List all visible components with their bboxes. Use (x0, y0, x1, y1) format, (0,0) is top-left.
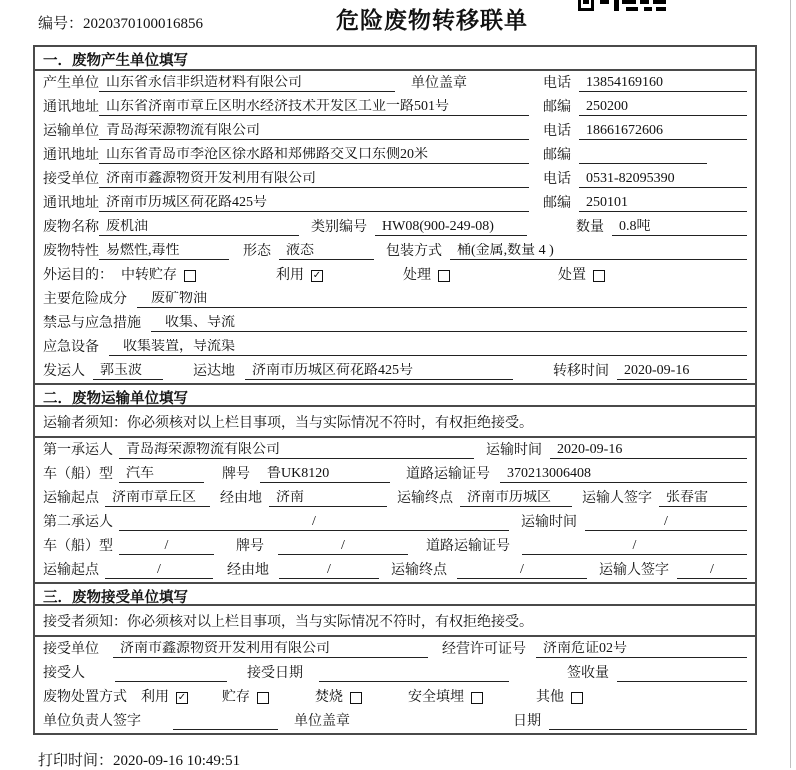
receive-phone-label: 电话 (543, 172, 571, 187)
print-time-label: 打印时间： (38, 753, 114, 769)
section1-header: 一．废物产生单位填写 (35, 47, 755, 71)
row-first-carrier (35, 438, 755, 462)
route1-end-label: 运输终点 (397, 491, 453, 506)
plate2-value: / (278, 538, 408, 555)
disposal-method-label: 废物处置方式 (43, 690, 127, 705)
row-waste-character (35, 239, 755, 263)
second-carrier-label: 第二承运人 (43, 515, 113, 530)
checkbox-disposal-incinerate (350, 692, 362, 704)
serial-label: 编号： (38, 16, 84, 32)
produce-address-value: 山东省济南市章丘区明水经济技术开发区工业一路501号 (99, 99, 529, 116)
hazard-component-value: 废矿物油 (137, 291, 747, 308)
waste-category-value: HW08(900-249-08) (375, 219, 527, 236)
row-produce-unit (35, 71, 755, 95)
vehicle-type1-label: 车（船）型 (43, 467, 113, 482)
purpose-option-utilize (276, 268, 323, 284)
transport-unit-label: 运输单位 (43, 124, 99, 139)
packing-value: 桶(金属,数量 4 ) (450, 243, 747, 260)
date-value (549, 713, 747, 730)
route1-sign-label: 运输人签字 (582, 491, 652, 506)
waste-form-label: 形态 (243, 244, 271, 259)
receive-unit-value: 济南市鑫源物资开发利用有限公司 (99, 171, 529, 188)
disposal-option-landfill (408, 690, 483, 706)
produce-postcode-label: 邮编 (543, 100, 571, 115)
checkmark: ✓ (312, 270, 322, 281)
checkbox-treat (438, 270, 450, 282)
destination-label: 运达地 (193, 364, 235, 379)
transport-time2-label: 运输时间 (521, 515, 577, 530)
row-receiver (35, 661, 755, 685)
business-license-label: 经营许可证号 (442, 642, 526, 657)
serial-number-field (38, 12, 203, 33)
route1-via-label: 经由地 (220, 491, 262, 506)
purpose-label: 外运目的： (43, 268, 113, 283)
plate1-value: 鲁UK8120 (260, 466, 390, 483)
transfer-time-label: 转移时间 (553, 364, 609, 379)
receive-phone-value: 0531-82095390 (579, 171, 747, 188)
row-route1 (35, 486, 755, 510)
purpose-option-dispose (558, 268, 605, 284)
transport-time2-value: / (585, 514, 747, 531)
shipper-value: 郭玉波 (93, 363, 163, 380)
purpose-storage-label: 中转贮存 (121, 268, 177, 283)
row-route2 (35, 558, 755, 582)
checkbox-disposal-utilize (176, 692, 188, 704)
vehicle-type2-value: / (119, 538, 214, 555)
row-receive-address (35, 191, 755, 215)
row-transport-address (35, 143, 755, 167)
disposal-option-other (536, 690, 583, 706)
plate1-label: 牌号 (222, 467, 250, 482)
accept-unit-value: 济南市鑫源物资开发利用有限公司 (113, 641, 428, 658)
row-responsible-signature (35, 709, 755, 733)
row-hazard-component (35, 287, 755, 311)
receiver-value (115, 665, 227, 682)
disposal-utilize-label: 利用 (141, 690, 169, 705)
route2-sign-value: / (677, 562, 747, 579)
row-taboo-measures (35, 311, 755, 335)
print-time (38, 749, 240, 770)
taboo-measures-label: 禁忌与应急措施 (43, 316, 141, 331)
row-accept-unit (35, 637, 755, 661)
unit-seal2-label: 单位盖章 (294, 714, 350, 729)
serial-value: 2020370100016856 (83, 16, 204, 32)
qr-code-fragment (578, 0, 666, 11)
route2-end-value: / (457, 562, 587, 579)
waste-quantity-value: 0.8吨 (612, 219, 747, 236)
waste-name-label: 废物名称 (43, 220, 99, 235)
shipper-label: 发运人 (43, 364, 85, 379)
document-header (0, 0, 796, 45)
receive-postcode-value: 250101 (579, 195, 747, 212)
receive-postcode-label: 邮编 (543, 196, 571, 211)
destination-value: 济南市历城区荷花路425号 (245, 363, 513, 380)
disposal-storage-label: 贮存 (222, 690, 250, 705)
road-license1-value: 370213006408 (500, 466, 747, 483)
purpose-option-storage (121, 268, 196, 284)
row-waste-name (35, 215, 755, 239)
checkbox-dispose (593, 270, 605, 282)
responsible-signature-label: 单位负责人签字 (43, 714, 141, 729)
transport-postcode-value (579, 147, 707, 164)
receiver-label: 接受人 (43, 666, 85, 681)
sign-quantity-label: 签收量 (567, 666, 609, 681)
purpose-treat-label: 处理 (403, 268, 431, 283)
row-vehicle2 (35, 534, 755, 558)
checkbox-disposal-other (571, 692, 583, 704)
section2-notice: 运输者须知：你必须核对以上栏目事项，当与实际情况不符时，有权拒绝接受。 (35, 407, 755, 438)
route2-via-label: 经由地 (227, 563, 269, 578)
row-transfer-purpose (35, 263, 755, 287)
waste-form-value: 液态 (279, 243, 374, 260)
route1-sign-value: 张春雷 (659, 490, 747, 507)
transport-time1-value: 2020-09-16 (550, 442, 747, 459)
section2-header: 二．废物运输单位填写 (35, 383, 755, 407)
row-transport-unit (35, 119, 755, 143)
produce-postcode-value: 250200 (579, 99, 747, 116)
receive-address-value: 济南市历城区荷花路425号 (99, 195, 529, 212)
packing-label: 包装方式 (386, 244, 442, 259)
vehicle-type1-value: 汽车 (119, 466, 204, 483)
manifest-form (33, 45, 757, 735)
disposal-option-storage (222, 690, 269, 706)
waste-quantity-label: 数量 (576, 220, 604, 235)
emergency-equipment-value: 收集装置，导流渠 (109, 339, 747, 356)
receive-address-label: 通讯地址 (43, 196, 99, 211)
transport-unit-value: 青岛海荣源物流有限公司 (99, 123, 529, 140)
checkmark: ✓ (177, 692, 187, 703)
page-title: 危险废物转移联单 (336, 8, 528, 33)
road-license1-label: 道路运输证号 (406, 467, 490, 482)
checkbox-utilize (311, 270, 323, 282)
business-license-value: 济南危证02号 (536, 641, 747, 658)
vehicle-type2-label: 车（船）型 (43, 539, 113, 554)
unit-seal-label: 单位盖章 (411, 76, 467, 91)
route2-via-value: / (279, 562, 379, 579)
transfer-time-value: 2020-09-16 (617, 363, 747, 380)
disposal-other-label: 其他 (536, 690, 564, 705)
route2-start-value: / (105, 562, 213, 579)
row-shipper (35, 359, 755, 383)
checkbox-disposal-storage (257, 692, 269, 704)
purpose-utilize-label: 利用 (276, 268, 304, 283)
transport-address-label: 通讯地址 (43, 148, 99, 163)
produce-address-label: 通讯地址 (43, 100, 99, 115)
transport-address-value: 山东省青岛市李沧区徐水路和郑佛路交叉口东侧20米 (99, 147, 529, 164)
route1-start-value: 济南市章丘区 (105, 490, 210, 507)
accept-date-value (319, 665, 509, 682)
transport-postcode-label: 邮编 (543, 148, 571, 163)
page-edge-line (790, 0, 791, 768)
receive-unit-label: 接受单位 (43, 172, 99, 187)
responsible-signature-value (173, 713, 278, 730)
row-second-carrier (35, 510, 755, 534)
waste-character-label: 废物特性 (43, 244, 99, 259)
purpose-option-treat (403, 268, 450, 284)
waste-name-value: 废机油 (99, 219, 299, 236)
section3-header: 三．废物接受单位填写 (35, 582, 755, 606)
emergency-equipment-label: 应急设备 (43, 340, 99, 355)
disposal-option-incinerate (315, 690, 362, 706)
row-emergency-equipment (35, 335, 755, 359)
route1-via-value: 济南 (269, 490, 387, 507)
row-vehicle1 (35, 462, 755, 486)
sign-quantity-value (617, 665, 747, 682)
produce-unit-value: 山东省永信非织造材料有限公司 (99, 75, 395, 92)
route2-start-label: 运输起点 (43, 563, 99, 578)
produce-unit-label: 产生单位 (43, 76, 99, 91)
accept-unit-label: 接受单位 (43, 642, 99, 657)
taboo-measures-value: 收集、导流 (151, 315, 747, 332)
row-receive-unit (35, 167, 755, 191)
print-time-value: 2020-09-16 10:49:51 (113, 753, 241, 769)
road-license2-label: 道路运输证号 (426, 539, 510, 554)
row-disposal-method (35, 685, 755, 709)
route2-end-label: 运输终点 (391, 563, 447, 578)
plate2-label: 牌号 (236, 539, 264, 554)
transport-phone-value: 18661672606 (579, 123, 747, 140)
road-license2-value: / (522, 538, 747, 555)
disposal-option-utilize (141, 690, 188, 706)
date-label: 日期 (513, 714, 541, 729)
disposal-landfill-label: 安全填埋 (408, 690, 464, 705)
second-carrier-value: / (119, 514, 509, 531)
produce-phone-value: 13854169160 (579, 75, 747, 92)
hazard-component-label: 主要危险成分 (43, 292, 127, 307)
checkbox-disposal-landfill (471, 692, 483, 704)
produce-phone-label: 电话 (543, 76, 571, 91)
accept-date-label: 接受日期 (247, 666, 303, 681)
row-produce-address (35, 95, 755, 119)
first-carrier-label: 第一承运人 (43, 443, 113, 458)
disposal-incinerate-label: 焚烧 (315, 690, 343, 705)
section3-notice: 接受者须知：你必须核对以上栏目事项，当与实际情况不符时，有权拒绝接受。 (35, 606, 755, 637)
transport-time1-label: 运输时间 (486, 443, 542, 458)
transport-phone-label: 电话 (543, 124, 571, 139)
first-carrier-value: 青岛海荣源物流有限公司 (119, 442, 474, 459)
waste-category-label: 类别编号 (311, 220, 367, 235)
purpose-dispose-label: 处置 (558, 268, 586, 283)
route1-start-label: 运输起点 (43, 491, 99, 506)
waste-character-value: 易燃性,毒性 (99, 243, 229, 260)
route2-sign-label: 运输人签字 (599, 563, 669, 578)
checkbox-transfer-storage (184, 270, 196, 282)
route1-end-value: 济南市历城区 (460, 490, 572, 507)
